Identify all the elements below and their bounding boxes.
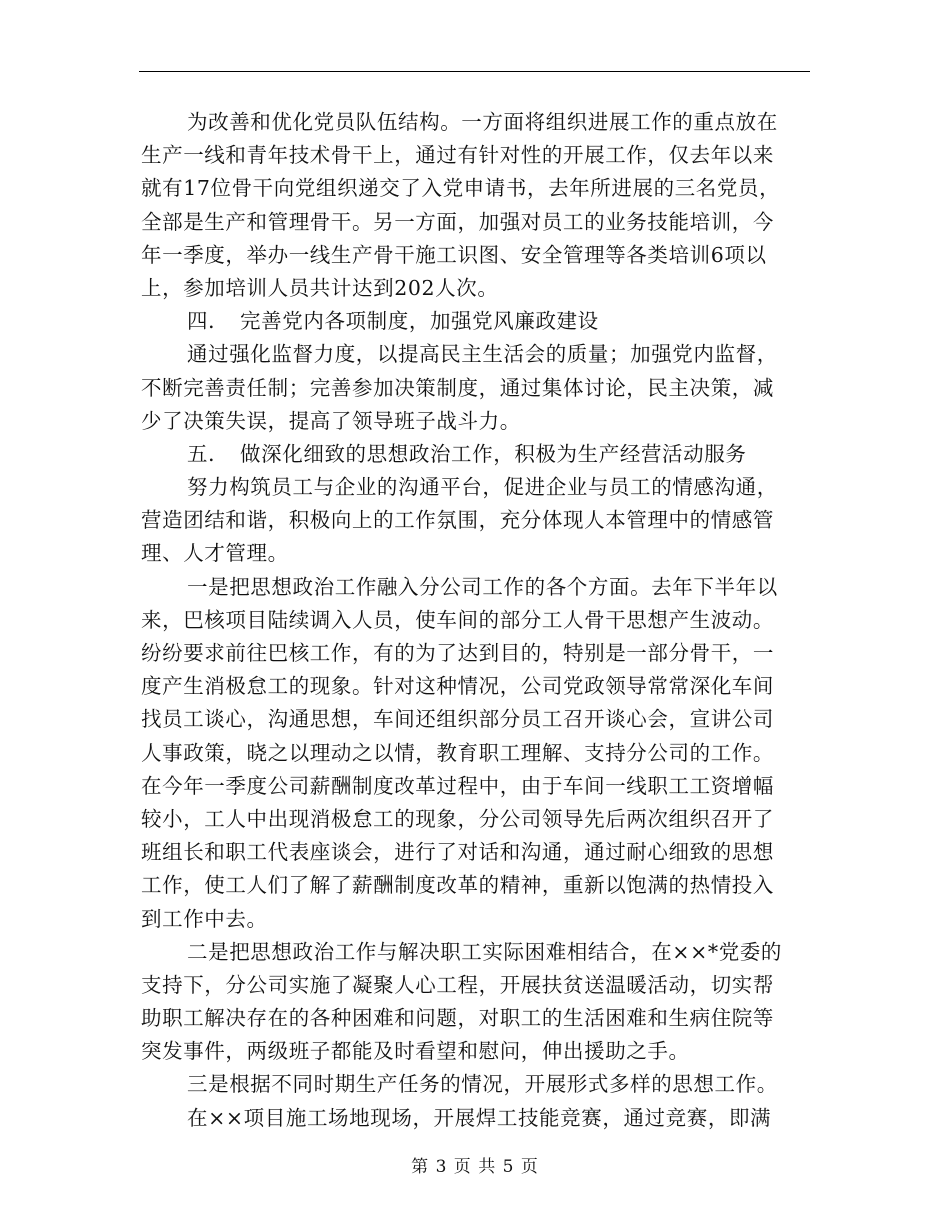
text-line: 找员工谈心，沟通思想，车间还组织部分员工召开谈心会，宣讲公司 bbox=[141, 707, 774, 732]
text-line: 努力构筑员工与企业的沟通平台，促进企业与员工的情感沟通， bbox=[187, 475, 778, 500]
text-line: 生产一线和青年技术骨干上，通过有针对性的开展工作，仅去年以来 bbox=[141, 143, 774, 168]
text-line: 工作，使工人们了解了薪酬制度改革的精神，重新以饱满的热情投入 bbox=[141, 873, 774, 898]
text-line: 为改善和优化党员队伍结构。一方面将组织进展工作的重点放在 bbox=[187, 110, 778, 134]
document-body bbox=[141, 106, 811, 1135]
text-line: 助职工解决存在的各种困难和问题，对职工的生活困难和生病住院等 bbox=[141, 1006, 774, 1031]
text-line: 度产生消极怠工的现象。针对这种情况，公司党政领导常常深化车间 bbox=[141, 674, 774, 699]
text-line: 二是把思想政治工作与解决职工实际困难相结合，在××*党委的 bbox=[187, 939, 783, 964]
text-line: 突发事件，两级班子都能及时看望和慰问，伸出援助之手。 bbox=[141, 1039, 690, 1064]
text-line: 一是把思想政治工作融入分公司工作的各个方面。去年下半年以 bbox=[187, 574, 778, 599]
text-line: 来，巴核项目陆续调入人员，使车间的部分工人骨干思想产生波动。 bbox=[141, 607, 774, 632]
text-line: 少了决策失误，提高了领导班子战斗力。 bbox=[141, 408, 521, 433]
text-line: 五． 做深化细致的思想政治工作，积极为生产经营活动服务 bbox=[187, 441, 747, 466]
text-line: 上，参加培训人员共计达到202人次。 bbox=[141, 275, 499, 300]
text-line: 全部是生产和管理骨干。另一方面，加强对员工的业务技能培训，今 bbox=[141, 209, 774, 234]
text-line: 就有17位骨干向党组织递交了入党申请书，去年所进展的三名党员， bbox=[141, 176, 781, 201]
text-line: 到工作中去。 bbox=[141, 906, 268, 931]
text-line: 三是根据不同时期生产任务的情况，开展形式多样的思想工作。 bbox=[187, 1072, 778, 1097]
text-line: 通过强化监督力度，以提高民主生活会的质量；加强党内监督， bbox=[187, 342, 778, 367]
text-line: 在今年一季度公司薪酬制度改革过程中，由于车间一线职工工资增幅 bbox=[141, 773, 774, 798]
text-line: 营造团结和谐，积极向上的工作氛围，充分体现人本管理中的情感管 bbox=[141, 508, 774, 533]
header-rule bbox=[139, 71, 810, 72]
text-line: 不断完善责任制；完善参加决策制度，通过集体讨论，民主决策，减 bbox=[141, 375, 774, 400]
text-line: 较小，工人中出现消极怠工的现象，分公司领导先后两次组织召开了 bbox=[141, 806, 774, 831]
text-line: 四． 完善党内各项制度，加强党风廉政建设 bbox=[187, 309, 599, 334]
text-line: 班组长和职工代表座谈会，进行了对话和沟通，通过耐心细致的思想 bbox=[141, 840, 774, 865]
page-number-footer: 第 3 页 共 5 页 bbox=[411, 1157, 539, 1177]
text-line: 支持下，分公司实施了凝聚人心工程，开展扶贫送温暖活动，切实帮 bbox=[141, 972, 774, 997]
text-line: 人事政策，晓之以理动之以情，教育职工理解、支持分公司的工作。 bbox=[141, 740, 774, 765]
text-line: 纷纷要求前往巴核工作，有的为了达到目的，特别是一部分骨干，一 bbox=[141, 641, 774, 665]
text-line: 年一季度，举办一线生产骨干施工识图、安全管理等各类培训6项以 bbox=[141, 242, 767, 267]
text-line: 在××项目施工场地现场，开展焊工技能竞赛，通过竞赛，即满 bbox=[187, 1105, 772, 1130]
text-line: 理、人才管理。 bbox=[141, 541, 289, 566]
